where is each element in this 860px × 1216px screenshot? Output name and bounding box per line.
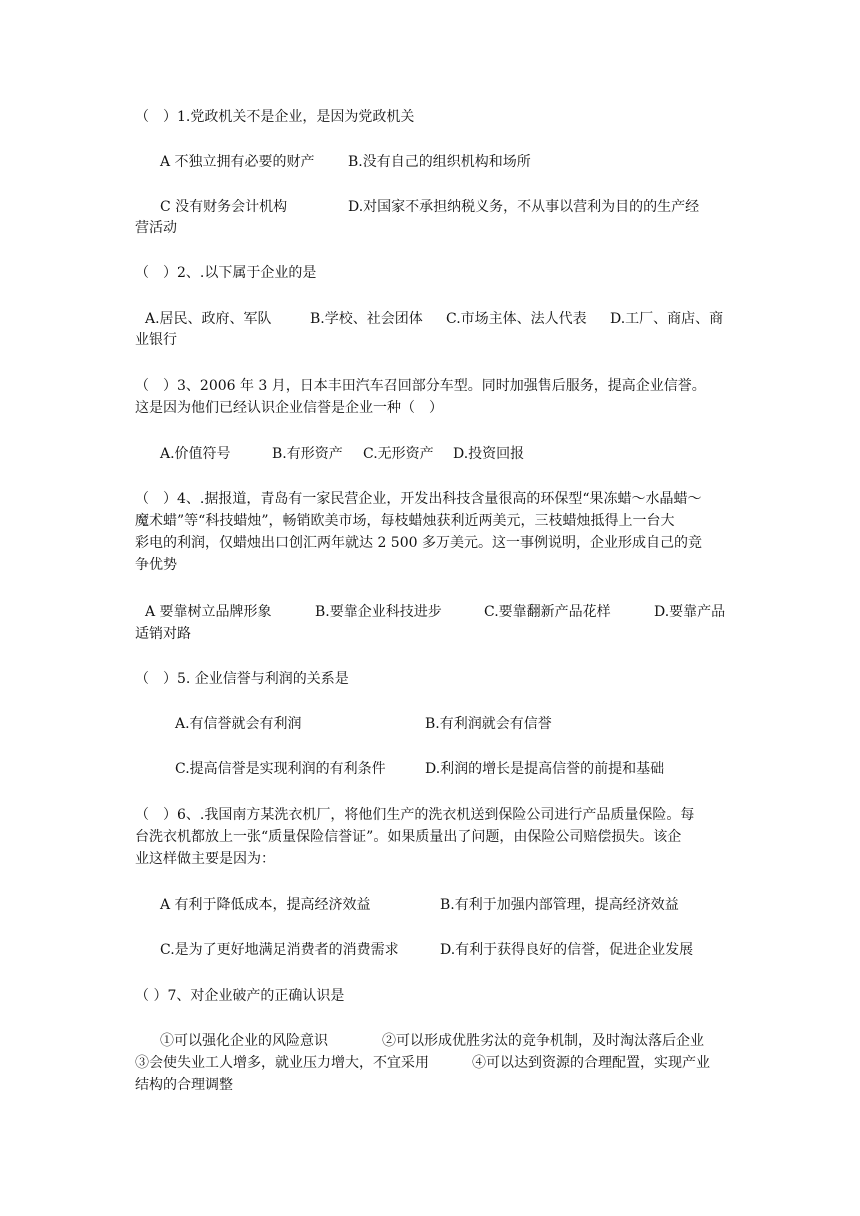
question-1-option-d-cont: 营活动 [135, 220, 177, 236]
question-6-option-b: B.有利于加强内部管理，提高经济效益 [440, 897, 679, 913]
question-7-statement-2: ②可以形成优胜劣汰的竞争机制，及时淘汰落后企业 [382, 1033, 704, 1049]
question-5-stem: （ ）5. 企业信誉与利润的关系是 [135, 671, 349, 687]
question-2-option-d: D.工厂、商店、商 [610, 311, 724, 327]
question-4-stem-line-1: （ ）4、.据报道，青岛有一家民营企业，开发出科技含量很高的环保型“果冻蜡～水晶蜡～ [135, 491, 702, 507]
question-3-option-b: B.有形资产 [272, 446, 343, 462]
question-6-stem-line-3: 业这样做主要是因为： [135, 851, 275, 867]
question-3-stem-line-1: （ ）3、2006 年 3 月，日本丰田汽车召回部分车型。同时加强售后服务，提高企业信誉。 [135, 378, 706, 394]
question-5-option-c: C.提高信誉是实现利润的有利条件 [175, 761, 386, 777]
question-5-option-d: D.利润的增长是提高信誉的前提和基础 [425, 761, 665, 777]
question-4-stem-line-3: 彩电的利润，仅蜡烛出口创汇两年就达 2 500 多万美元。这一事例说明，企业形成自己的竞 [135, 535, 702, 551]
question-4-option-b: B.要靠企业科技进步 [315, 604, 442, 620]
question-1-option-a: A 不独立拥有必要的财产 [160, 154, 315, 170]
question-1-option-c: C 没有财务会计机构 [160, 199, 288, 215]
question-6-option-c: C.是为了更好地满足消费者的消费需求 [160, 942, 399, 958]
question-7-statement-1: ①可以强化企业的风险意识 [160, 1033, 328, 1049]
question-4-stem-line-2: 魔术蜡”等“科技蜡烛”，畅销欧美市场，每枝蜡烛获利近两美元，三枝蜡烛抵得上一台大 [135, 513, 675, 529]
question-5-option-b: B.有利润就会有信誉 [425, 716, 552, 732]
question-4-option-c: C.要靠翻新产品花样 [484, 604, 611, 620]
question-6-stem-line-1: （ ）6、.我国南方某洗衣机厂，将他们生产的洗衣机送到保险公司进行产品质量保险。每 [135, 807, 695, 823]
question-1-option-d: D.对国家不承担纳税义务，不从事以营利为目的的生产经 [348, 199, 700, 215]
question-2-option-c: C.市场主体、法人代表 [446, 311, 587, 327]
question-4-option-d: D.要靠产品 [654, 604, 726, 620]
question-1-option-b: B.没有自己的组织机构和场所 [348, 154, 531, 170]
question-7-statement-4: ④可以达到资源的合理配置，实现产业 [472, 1055, 710, 1071]
question-3-option-a: A.价值符号 [160, 446, 231, 462]
question-2-option-d-cont: 业银行 [135, 332, 177, 348]
question-3-option-c: C.无形资产 [363, 446, 434, 462]
question-3-option-d: D.投资回报 [453, 446, 525, 462]
question-3-stem-line-2: 这是因为他们已经认识企业信誉是企业一种（ ） [135, 400, 443, 416]
question-4-stem-line-4: 争优势 [135, 557, 177, 573]
question-1-stem: （ ）1.党政机关不是企业，是因为党政机关 [135, 109, 415, 125]
question-7-stem: （ ）7、对企业破产的正确认识是 [135, 988, 345, 1004]
question-7-statement-3: ③会使失业工人增多，就业压力增大，不宜采用 [135, 1055, 429, 1071]
question-7-statement-4-cont: 结构的合理调整 [135, 1077, 233, 1093]
question-6-option-a: A 有利于降低成本，提高经济效益 [160, 897, 371, 913]
question-2-stem: （ ）2、.以下属于企业的是 [135, 265, 317, 281]
question-2-option-b: B.学校、社会团体 [310, 311, 423, 327]
question-6-option-d: D.有利于获得良好的信誉，促进企业发展 [440, 942, 694, 958]
question-2-option-a: A.居民、政府、军队 [145, 311, 272, 327]
question-4-option-a: A 要靠树立品牌形象 [145, 604, 272, 620]
question-4-option-d-cont: 适销对路 [135, 626, 191, 642]
question-6-stem-line-2: 台洗衣机都放上一张“质量保险信誉证”。如果质量出了问题，由保险公司赔偿损失。该企 [135, 829, 682, 845]
question-5-option-a: A.有信誉就会有利润 [175, 716, 302, 732]
